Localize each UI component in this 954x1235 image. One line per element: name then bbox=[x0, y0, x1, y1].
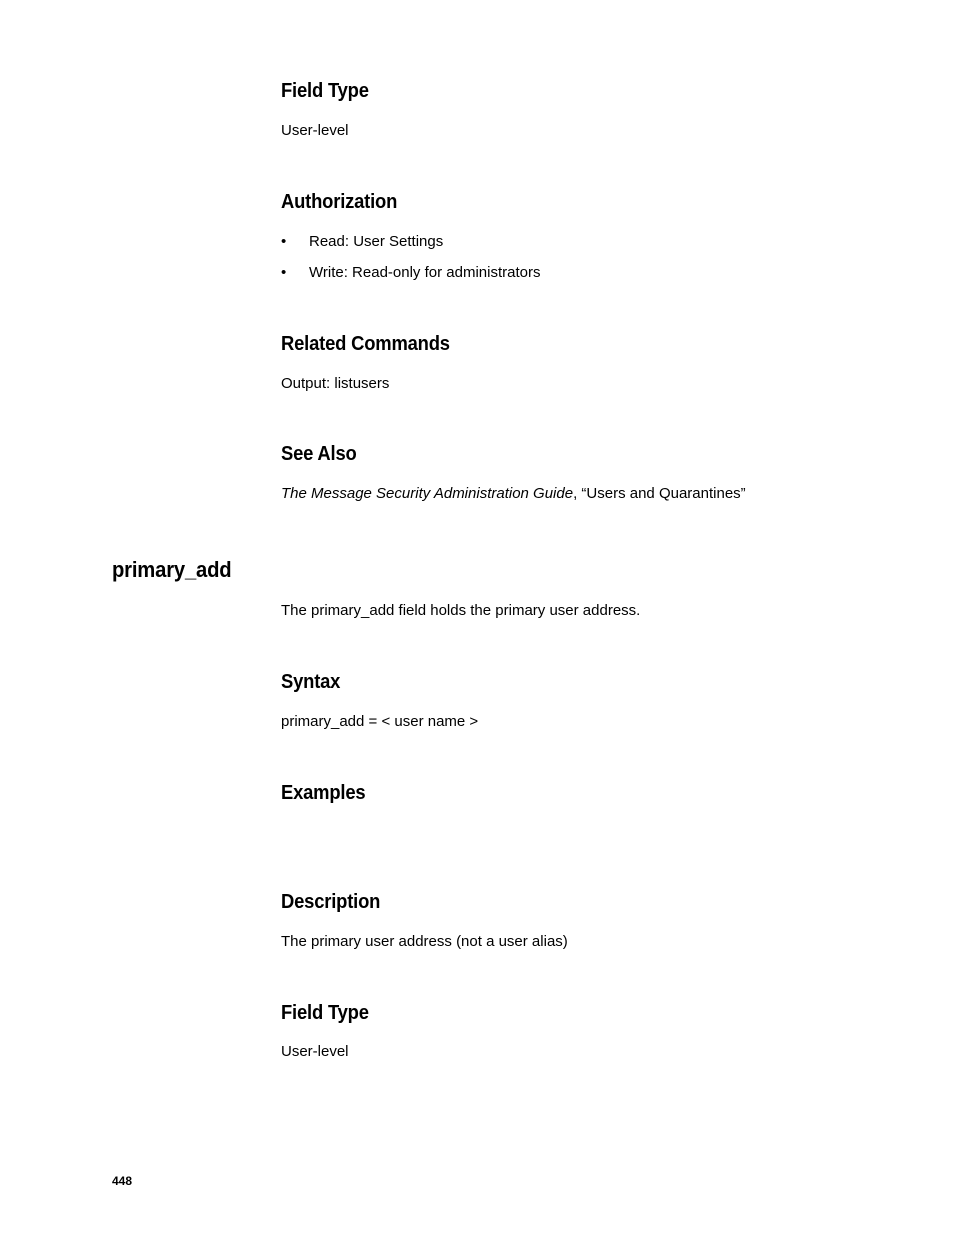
field-type-heading: Field Type bbox=[281, 80, 369, 102]
see-also-reference bbox=[281, 485, 746, 503]
field-type-value: User-level bbox=[281, 122, 349, 139]
page-number: 448 bbox=[112, 1174, 133, 1188]
field-type-value-2: User-level bbox=[281, 1043, 349, 1060]
see-also-chapter: , “Users and Quarantines” bbox=[573, 485, 746, 502]
authorization-item-write: Write: Read-only for administrators bbox=[309, 264, 541, 281]
see-also-heading: See Also bbox=[281, 443, 357, 465]
related-commands-heading: Related Commands bbox=[281, 333, 450, 355]
authorization-heading: Authorization bbox=[281, 191, 398, 213]
authorization-item-read: Read: User Settings bbox=[309, 233, 444, 250]
primary-add-heading: primary_add bbox=[112, 557, 232, 582]
bullet-icon: • bbox=[281, 264, 287, 281]
syntax-value: primary_add = < user name > bbox=[281, 713, 479, 730]
examples-heading: Examples bbox=[281, 782, 366, 804]
description-heading: Description bbox=[281, 891, 381, 913]
field-type-heading-2: Field Type bbox=[281, 1002, 369, 1024]
primary-add-intro: The primary_add field holds the primary user address. bbox=[281, 602, 641, 619]
see-also-guide-title: The Message Security Administration Guide bbox=[281, 485, 574, 502]
syntax-heading: Syntax bbox=[281, 671, 341, 693]
description-value: The primary user address (not a user alias) bbox=[281, 933, 568, 950]
bullet-icon: • bbox=[281, 233, 287, 250]
related-commands-value: Output: listusers bbox=[281, 375, 390, 392]
